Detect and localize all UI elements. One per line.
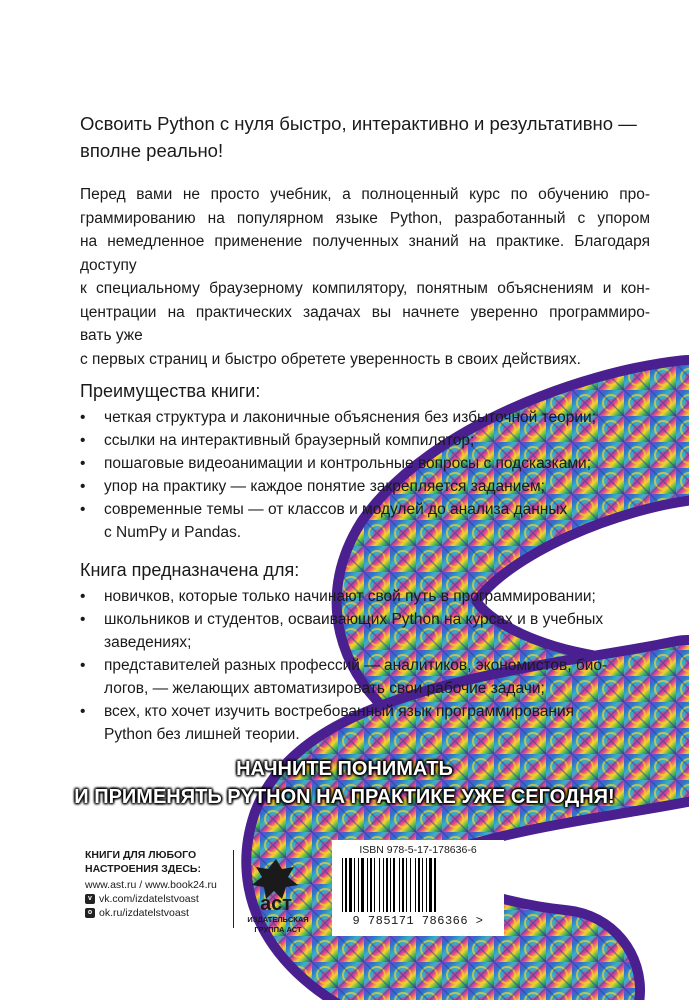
publisher-caption: ИЗДАТЕЛЬСКАЯ ГРУППА АСТ <box>247 915 309 934</box>
barcode-bar <box>374 858 375 912</box>
intro-line: вать уже <box>80 327 143 344</box>
cta-line-2: И ПРИМЕНЯТЬ PYTHON НА ПРАКТИКЕ УЖЕ СЕГОДНЯ! <box>74 786 615 808</box>
vk-icon: v <box>85 894 95 904</box>
list-item: • всех, кто хочет изучить востребованный язык программирования Python без лишней теории. <box>80 700 660 746</box>
intro-line: центрации на практических задачах вы начнете уверенно программиро- <box>80 303 650 321</box>
intro-line: к специальному браузерному компилятору, понятным объяснениям и кон- <box>80 280 650 297</box>
publisher-contacts <box>85 848 217 920</box>
list-item: • четкая структура и лаконичные объяснения без избыточной теории; <box>80 406 660 429</box>
isbn-barcode <box>332 840 504 936</box>
barcode-bars <box>340 858 496 914</box>
footer-divider <box>233 850 234 928</box>
intro-line: на немедленное применение полученных знаний на практике. Благодаря <box>80 233 650 250</box>
barcode-bar <box>426 858 427 912</box>
list-item: • пошаговые видеоанимации и контрольные вопросы с подсказками; <box>80 452 660 475</box>
ok-link[interactable]: o ok.ru/izdatelstvoast <box>85 906 217 920</box>
books-caption-line-2: НАСТРОЕНИЯ ЗДЕСЬ: <box>85 863 201 875</box>
audience-list <box>80 585 660 746</box>
barcode-bar <box>345 858 347 912</box>
barcode-bar <box>386 858 388 912</box>
intro-paragraph <box>80 183 650 371</box>
intro-line: с первых страниц и быстро обретете уверенность в своих действиях. <box>80 350 581 368</box>
barcode-bar <box>367 858 368 912</box>
intro-line: доступу <box>80 256 137 274</box>
cta-line-1: НАЧНИТЕ ПОНИМАТЬ <box>236 758 453 780</box>
barcode-bar <box>383 858 384 912</box>
barcode-bar <box>429 858 432 912</box>
barcode-digits: 9 785171 786366 > <box>352 914 484 928</box>
sites-link[interactable]: www.ast.ru / www.book24.ru <box>85 879 217 891</box>
audience-title: Книга предназначена для: <box>80 560 300 580</box>
advantages-list <box>80 406 660 544</box>
barcode-bar <box>406 858 407 912</box>
barcode-bar <box>342 858 343 912</box>
barcode-bar <box>390 858 391 912</box>
barcode-bar <box>358 858 359 912</box>
vk-link[interactable]: v vk.com/izdatelstvoast <box>85 892 217 906</box>
list-item: • современные темы — от классов и модулей до анализа данных с NumPy и Pandas. <box>80 498 660 544</box>
barcode-bar <box>422 858 423 912</box>
list-item: • школьников и студентов, осваивающих Python на курсах и в учебных заведениях; <box>80 608 660 654</box>
barcode-bar <box>434 858 436 912</box>
list-item: • представителей разных профессий — аналитиков, экономистов, био- логов, — желающих автоматизировать свои рабочие задачи; <box>80 654 660 700</box>
barcode-bar <box>354 858 355 912</box>
advantages-title: Преимущества книги: <box>80 381 261 401</box>
barcode-bar <box>418 858 420 912</box>
barcode-bar <box>402 858 404 912</box>
list-item: • ссылки на интерактивный браузерный компилятор; <box>80 429 660 452</box>
list-item: • упор на практику — каждое понятие закрепляется заданием; <box>80 475 660 498</box>
barcode-bar <box>379 858 380 912</box>
barcode-bar <box>399 858 400 912</box>
barcode-bar <box>370 858 372 912</box>
books-caption-line-1: КНИГИ ДЛЯ ЛЮБОГО <box>85 849 197 861</box>
barcode-bar <box>393 858 395 912</box>
barcode-bar <box>415 858 416 912</box>
list-item: • новичков, которые только начинают свой путь в программировании; <box>80 585 660 608</box>
headline-line-2: вполне реально! <box>80 140 224 161</box>
ok-icon: o <box>85 908 95 918</box>
headline <box>80 110 660 164</box>
barcode-bar <box>349 858 352 912</box>
intro-line: граммированию на популярном языке Python, разработанный с упором <box>80 209 650 227</box>
isbn-text: ISBN 978-5-17-178636-6 <box>359 844 477 856</box>
intro-line: Перед вами не просто учебник, а полноценный курс по обучению про- <box>80 186 650 203</box>
headline-line-1: Освоить Python с нуля быстро, интерактивно и результативно — <box>80 113 637 134</box>
publisher-logo-text: аст <box>259 893 293 915</box>
barcode-bar <box>410 858 411 912</box>
barcode-bar <box>361 858 364 912</box>
